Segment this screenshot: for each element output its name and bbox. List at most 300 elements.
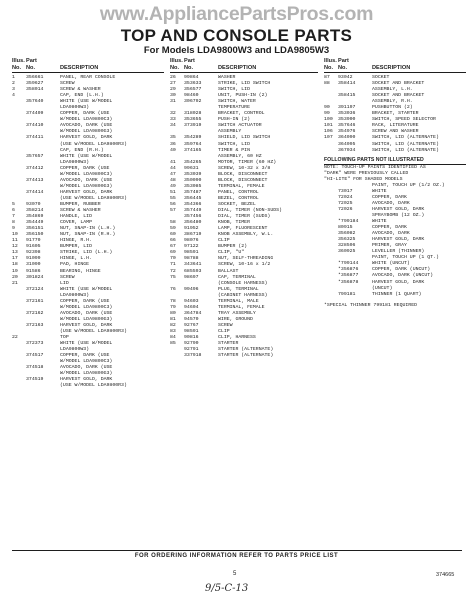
header-illus: Illus. bbox=[170, 58, 183, 64]
item-number: 76 bbox=[170, 286, 176, 292]
part-number: 72024 bbox=[338, 194, 353, 200]
part-description: BUMPER, LID bbox=[60, 244, 92, 250]
part-number: 374414 bbox=[26, 189, 44, 195]
item-number bbox=[324, 148, 338, 154]
part-number: 350090 bbox=[184, 177, 202, 183]
part-number: 374411 bbox=[26, 135, 44, 141]
part-description: KNOB, TIMER bbox=[218, 220, 250, 226]
parts-column-2 bbox=[170, 58, 318, 359]
item-number: 88 bbox=[324, 81, 330, 87]
part-description: (USE W/MODEL LDA9800R3) bbox=[60, 383, 127, 389]
part-description: HARVEST GOLD, DARK bbox=[60, 377, 113, 383]
item-number: 32 bbox=[170, 111, 176, 117]
item-number: 99 bbox=[324, 111, 330, 117]
item-number: 72 bbox=[170, 268, 176, 274]
part-number: *356878 bbox=[338, 279, 359, 285]
part-number: 356661 bbox=[26, 75, 44, 80]
part-description: HINGE, L.H. bbox=[60, 256, 92, 262]
part-description: BEARING, HINGE bbox=[60, 268, 101, 274]
part-description: TIMER & PIN bbox=[218, 147, 250, 153]
item-number: 20 bbox=[12, 274, 18, 280]
part-description: WASHER bbox=[218, 75, 236, 80]
part-description: BRACKET, CONTROL bbox=[218, 111, 265, 117]
part-number: 358014 bbox=[26, 87, 44, 93]
page-subtitle: For Models LDA9800W3 and LDA9805W3 bbox=[143, 45, 330, 56]
part-description: COPPER, DARK (USE bbox=[60, 165, 110, 171]
part-number: 357657 bbox=[26, 153, 44, 159]
part-description: WHITE bbox=[372, 188, 387, 194]
item-number: 81 bbox=[170, 316, 176, 322]
part-description: LAMP, FLUORESCENT bbox=[218, 226, 268, 232]
part-number: 91605 bbox=[26, 244, 41, 250]
item-number: 66 bbox=[170, 238, 176, 244]
part-description: HARVEST GOLD, DARK bbox=[372, 206, 425, 212]
part-number: 359627 bbox=[26, 81, 44, 87]
header-description: DESCRIPTION bbox=[60, 65, 99, 71]
part-description: SWITCH, LID bbox=[218, 87, 250, 93]
part-description: STARTER (ALTERNATE) bbox=[218, 353, 274, 359]
item-number: 30 bbox=[170, 93, 176, 99]
part-description: STRIKE, LID (L.H.) bbox=[60, 250, 113, 256]
item-number: 17 bbox=[12, 256, 18, 262]
item-number: 4 bbox=[12, 93, 15, 99]
part-description: STARTER (ALTERNATE) bbox=[218, 347, 274, 353]
part-description: (USE W/MODEL LDA9800R3) bbox=[60, 328, 127, 334]
part-description: THINNER (1 QUART) bbox=[372, 291, 422, 297]
part-description: COVER, LAMP bbox=[60, 220, 92, 226]
column-header bbox=[324, 58, 466, 73]
part-number bbox=[26, 383, 60, 389]
part-description: (USE W/MODEL LDA9800R3) bbox=[60, 195, 127, 201]
item-number: 51 bbox=[170, 189, 176, 195]
item-number: 69 bbox=[170, 250, 176, 256]
part-description: SCREW & WASHER bbox=[60, 87, 101, 93]
item-number: 106 bbox=[324, 129, 333, 135]
part-description: CAP, END (R.H.) bbox=[60, 147, 104, 153]
item-number: 85 bbox=[170, 341, 176, 347]
part-number: 374409 bbox=[26, 111, 44, 117]
part-description: HARVEST GOLD, DARK bbox=[60, 135, 113, 141]
part-number: 374412 bbox=[26, 165, 44, 171]
item-number: 5 bbox=[12, 201, 15, 207]
part-number: 354976 bbox=[338, 129, 356, 135]
parts-rows bbox=[12, 75, 164, 389]
item-number: 71 bbox=[170, 262, 176, 268]
part-description: CLIP bbox=[218, 238, 230, 244]
paint-rows bbox=[324, 183, 466, 298]
part-description: MOTOR, TIMER (60 HZ) bbox=[218, 159, 277, 165]
part-number: 94603 bbox=[184, 298, 199, 304]
part-number: 372161 bbox=[26, 298, 44, 304]
parts-rows bbox=[324, 75, 466, 154]
part-description: WHITE (USE W/MODEL bbox=[60, 341, 113, 347]
part-description: SWITCH, WATER bbox=[218, 99, 256, 105]
part-description: AVOCADO, DARK (UNCUT) bbox=[372, 273, 434, 279]
item-number: 100 bbox=[324, 117, 333, 123]
item-number: 29 bbox=[170, 87, 176, 93]
part-description: (UNCUT) bbox=[372, 285, 393, 291]
item-number: 83 bbox=[170, 328, 176, 334]
part-number: 373919 bbox=[184, 123, 202, 129]
item-number: 57 bbox=[170, 208, 176, 214]
part-description: TEMPERATURE bbox=[218, 105, 250, 111]
part-description: W/MODEL LDA9800G3) bbox=[60, 129, 113, 135]
item-number: 33 bbox=[170, 117, 176, 123]
part-description: UNIT, PUSH-IN (2) bbox=[218, 93, 268, 99]
part-number: 318028 bbox=[184, 111, 202, 117]
part-description: ASSEMBLY bbox=[218, 129, 242, 135]
part-number: 372163 bbox=[26, 322, 44, 328]
part-number: 359764 bbox=[184, 141, 202, 147]
item-number: 84 bbox=[170, 335, 176, 341]
part-description: W/MODEL LDA9800C3) bbox=[60, 171, 113, 177]
item-number: 56 bbox=[170, 201, 176, 207]
item-number: 67 bbox=[170, 244, 176, 250]
part-number: 92767 bbox=[184, 322, 199, 328]
part-number: 372162 bbox=[26, 310, 44, 316]
part-description: WHITE (UNCUT) bbox=[372, 261, 410, 267]
item-number: 9 bbox=[12, 226, 15, 232]
part-description: COPPER, DARK (USE bbox=[60, 298, 110, 304]
part-number: 357449 bbox=[184, 208, 202, 214]
part-description: BLOCK, DISCONNECT bbox=[218, 177, 268, 183]
part-description: PANEL, REAR CONSOLE bbox=[60, 75, 116, 80]
part-description: WIRE, GROUND bbox=[218, 316, 253, 322]
note-line: "HI-LITE" FOR SHADED MODELS bbox=[324, 176, 403, 182]
part-description: SWITCH, LID (ALTERNATE) bbox=[372, 147, 439, 153]
part-description: HARVEST GOLD, DARK bbox=[372, 279, 425, 285]
part-description: COPPER, DARK bbox=[372, 225, 407, 231]
part-description: SWITCH, SPEED SELECTOR bbox=[372, 117, 436, 123]
part-number: 358414 bbox=[338, 81, 356, 87]
header-no: No. bbox=[324, 65, 334, 71]
watermark: www.AppliancePartsPros.com bbox=[99, 3, 374, 25]
part-number: 306792 bbox=[184, 99, 202, 105]
part-number: 358415 bbox=[338, 93, 356, 99]
part-description: LDA9800W3) bbox=[60, 105, 90, 111]
item-number: 3 bbox=[12, 87, 15, 93]
part-number: 301824 bbox=[26, 274, 44, 280]
part-description: LDA9800W3) bbox=[60, 159, 90, 165]
part-description: HARVEST GOLD, DARK bbox=[60, 189, 113, 195]
not-illustrated-title: FOLLOWING PARTS NOT ILLUSTRATED bbox=[324, 157, 466, 165]
part-number: 91099 bbox=[26, 256, 41, 262]
part-description: SWITCH, LID (ALTERNATE) bbox=[372, 141, 439, 147]
part-description: W/MODEL LDA9800C3) bbox=[60, 304, 113, 310]
item-number: 21 bbox=[12, 280, 18, 286]
part-description: CAP, TERMINAL bbox=[218, 274, 256, 280]
item-number: 78 bbox=[170, 298, 176, 304]
part-description: PUSHBUTTON (2) bbox=[372, 105, 413, 111]
part-number: 94570 bbox=[184, 316, 199, 322]
part-number: 31090 bbox=[26, 262, 41, 268]
part-description: ASSEMBLY, 60 HZ bbox=[218, 153, 262, 159]
part-description: SOCKET bbox=[372, 75, 390, 80]
document-number: 374665 bbox=[436, 572, 455, 578]
part-number: 99864 bbox=[184, 75, 199, 80]
part-description: NUT, SNAP-IN (L.H.) bbox=[60, 226, 116, 232]
part-description: RACK, LITERATURE bbox=[372, 123, 419, 129]
footer-divider bbox=[12, 550, 462, 551]
part-number: 356150 bbox=[26, 232, 44, 238]
part-description: SCREW & WASHER bbox=[60, 208, 101, 214]
part-description: W/MODEL LDA9800G3) bbox=[60, 316, 113, 322]
header-part-no: No. bbox=[184, 65, 194, 71]
part-number: *356877 bbox=[338, 273, 359, 279]
part-description: AVOCADO, DARK bbox=[372, 200, 410, 206]
part-number: 374519 bbox=[26, 377, 44, 383]
part-number: 353655 bbox=[184, 117, 202, 123]
item-number: 80 bbox=[170, 310, 176, 316]
part-number: 356480 bbox=[184, 220, 202, 226]
header-description: DESCRIPTION bbox=[372, 65, 411, 71]
part-description: SCREW AND WASHER bbox=[372, 129, 419, 135]
part-number: 92398 bbox=[26, 250, 41, 256]
item-number: 44 bbox=[170, 165, 176, 171]
part-number: 343641 bbox=[184, 262, 202, 268]
part-number: 356325 bbox=[338, 237, 356, 243]
header-part-no: No. bbox=[26, 65, 36, 71]
part-number: 374518 bbox=[26, 365, 44, 371]
part-number: 685593 bbox=[184, 268, 202, 274]
item-number: 48 bbox=[170, 177, 176, 183]
part-description: TERMINAL, MALE bbox=[218, 298, 259, 304]
part-description: SOCKET, BEZEL bbox=[218, 201, 256, 207]
item-number: 12 bbox=[12, 244, 18, 250]
part-description: BLOCK, DISCONNECT bbox=[218, 171, 268, 177]
part-row bbox=[170, 353, 318, 359]
part-description: W/MODEL LDA9800G3) bbox=[60, 371, 113, 377]
header-part: Part bbox=[26, 58, 37, 64]
part-description: SOCKET AND BRACKET bbox=[372, 81, 425, 87]
part-number: 98697 bbox=[184, 274, 199, 280]
part-description: PLUG, TERMINAL bbox=[218, 286, 259, 292]
part-number: 353085 bbox=[184, 183, 202, 189]
part-row bbox=[12, 383, 164, 389]
part-number: 354869 bbox=[26, 214, 44, 220]
part-number: 391197 bbox=[338, 105, 356, 111]
part-description: LID bbox=[60, 280, 69, 286]
part-description: BALLAST bbox=[218, 268, 239, 274]
part-description: HARVEST GOLD, DARK bbox=[60, 322, 113, 328]
item-number bbox=[324, 292, 338, 298]
part-number: 92791 bbox=[184, 347, 199, 353]
header-illus: Illus. bbox=[12, 58, 25, 64]
part-description: CLIP, HARNESS bbox=[218, 335, 256, 341]
part-description: TRAY ASSEMBLY bbox=[218, 310, 256, 316]
part-number: 353633 bbox=[184, 81, 202, 87]
part-number: 354366 bbox=[184, 201, 202, 207]
part-row bbox=[324, 292, 466, 298]
item-number: 82 bbox=[170, 322, 176, 328]
part-number: 364784 bbox=[184, 310, 202, 316]
part-description: COPPER, DARK (USE bbox=[60, 353, 110, 359]
part-number: 374517 bbox=[26, 353, 44, 359]
part-description: WHITE (USE W/MODEL bbox=[60, 286, 113, 292]
part-description: SHIELD, LID SWITCH bbox=[218, 135, 271, 141]
part-number: 356151 bbox=[26, 226, 44, 232]
part-description: SWITCH ACTUATOR bbox=[218, 123, 262, 129]
header-part-no: No. bbox=[338, 65, 348, 71]
part-description: HARVEST GOLD, DARK bbox=[372, 237, 425, 243]
part-description: STARTER bbox=[218, 341, 239, 347]
part-number: 98591 bbox=[184, 250, 199, 256]
part-description: PANEL, CONTROL bbox=[218, 189, 259, 195]
part-description: AVOCADO, DARK bbox=[372, 231, 410, 237]
item-number: 47 bbox=[170, 171, 176, 177]
part-description: PAINT, TOUCH UP (1 QT.) bbox=[372, 255, 439, 261]
part-number: *356876 bbox=[338, 267, 359, 273]
item-number: 79 bbox=[170, 304, 176, 310]
part-number: 372124 bbox=[26, 286, 44, 292]
part-number: 354265 bbox=[184, 159, 202, 165]
part-description: ASSEMBLY, R.H. bbox=[372, 99, 413, 105]
item-number: 19 bbox=[12, 268, 18, 274]
part-description: SCREW bbox=[60, 81, 75, 87]
part-number: 356577 bbox=[184, 87, 202, 93]
part-number: 374165 bbox=[184, 147, 202, 153]
part-number: 372373 bbox=[26, 341, 44, 347]
part-number: 364090 bbox=[338, 135, 356, 141]
part-number: 328506 bbox=[338, 243, 356, 249]
item-number bbox=[170, 353, 184, 359]
part-description: SCREW, 10-16 x 1/2 bbox=[218, 262, 271, 268]
part-description: BUMPER, RUBBER bbox=[60, 201, 101, 207]
part-number: 94604 bbox=[184, 304, 199, 310]
item-number: 36 bbox=[170, 141, 176, 147]
part-number: 93070 bbox=[26, 201, 41, 207]
part-number: *799184 bbox=[338, 219, 359, 225]
part-description: LDA9800W3) bbox=[60, 292, 90, 298]
header-part: Part bbox=[184, 58, 195, 64]
page-title: TOP AND CONSOLE PARTS bbox=[120, 26, 353, 45]
part-description: CLIP, "U" bbox=[218, 250, 245, 256]
part-description: SPRAYBOMB (12 OZ.) bbox=[372, 212, 425, 218]
footer-text: FOR ORDERING INFORMATION REFER TO PARTS PRICE LIST bbox=[134, 553, 339, 559]
item-number: 31 bbox=[170, 99, 176, 105]
item-number: 2 bbox=[12, 81, 15, 87]
part-row bbox=[324, 148, 466, 154]
part-description: AVOCADO, DARK (USE bbox=[60, 310, 113, 316]
part-description: PRIMER, GRAY bbox=[372, 243, 407, 249]
part-description: PAINT, TOUCH UP (1/2 OZ.) bbox=[372, 182, 445, 188]
item-number: 26 bbox=[170, 75, 176, 80]
part-number: 374410 bbox=[26, 123, 44, 129]
item-number: 22 bbox=[12, 335, 18, 341]
part-description: SCREW bbox=[218, 322, 233, 328]
part-number: 91952 bbox=[184, 226, 199, 232]
item-number: 107 bbox=[324, 135, 333, 141]
part-number: *799144 bbox=[338, 261, 359, 267]
part-description: KNOB ASSEMBLY, W.L. bbox=[218, 232, 274, 238]
part-number: 356082 bbox=[338, 231, 356, 237]
part-description: PAD, HINGE bbox=[60, 262, 90, 268]
item-number: 27 bbox=[170, 81, 176, 87]
item-number: 58 bbox=[170, 220, 176, 226]
part-number: 386719 bbox=[184, 232, 202, 238]
part-number: 73017 bbox=[338, 188, 353, 194]
part-description: SOCKET AND BRACKET bbox=[372, 93, 425, 99]
part-number: 72025 bbox=[338, 200, 353, 206]
part-number: 364095 bbox=[338, 141, 356, 147]
part-number: 357640 bbox=[26, 99, 44, 105]
part-description: CAP, END (L.H.) bbox=[60, 93, 104, 99]
item-number: 55 bbox=[170, 195, 176, 201]
part-number: 92790 bbox=[184, 341, 199, 347]
item-number: 35 bbox=[170, 135, 176, 141]
part-number: 353036 bbox=[338, 111, 356, 117]
part-description: BEZEL, CONTROL bbox=[218, 195, 259, 201]
part-description: CLIP bbox=[218, 328, 230, 334]
part-description: TOP bbox=[60, 335, 69, 341]
header-description: DESCRIPTION bbox=[218, 65, 257, 71]
part-description: AVOCADO, DARK (USE bbox=[60, 123, 113, 129]
part-number: 357456 bbox=[184, 214, 202, 220]
part-description: SCREW bbox=[60, 274, 75, 280]
part-description: AVOCADO, DARK (USE bbox=[60, 177, 113, 183]
item-number: 40 bbox=[170, 147, 176, 153]
part-number: 354289 bbox=[184, 135, 202, 141]
part-number: 97122 bbox=[184, 244, 199, 250]
part-description: COPPER, DARK bbox=[372, 194, 407, 200]
item-number: 101 bbox=[324, 123, 333, 129]
item-number: 90 bbox=[324, 105, 330, 111]
part-number: 80915 bbox=[338, 225, 353, 231]
item-number: 60 bbox=[170, 232, 176, 238]
part-description: (CABINET HARNESS) bbox=[218, 292, 268, 298]
item-number: 70 bbox=[170, 256, 176, 262]
part-description: (CONSOLE HARNESS) bbox=[218, 280, 268, 286]
item-number bbox=[12, 383, 26, 389]
part-description: PUSH-IN (2) bbox=[218, 117, 250, 123]
part-number: 91770 bbox=[26, 238, 41, 244]
part-number: 353039 bbox=[184, 171, 202, 177]
part-number: 337918 bbox=[184, 353, 202, 359]
part-description: W/MODEL LDA9800C3) bbox=[60, 359, 113, 365]
part-description: NUT, SELF-THREADING bbox=[218, 256, 274, 262]
header-part: Part bbox=[338, 58, 349, 64]
part-number: 357487 bbox=[184, 189, 202, 195]
part-number: 98460 bbox=[184, 93, 199, 99]
part-number: 357646 bbox=[338, 123, 356, 129]
part-number: 354449 bbox=[26, 220, 44, 226]
item-number: 41 bbox=[170, 159, 176, 165]
item-number: 10 bbox=[12, 232, 18, 238]
part-description: COPPER, DARK (USE bbox=[60, 111, 110, 117]
part-number: 93042 bbox=[338, 75, 353, 80]
part-description: WHITE bbox=[372, 219, 387, 225]
part-number: 360925 bbox=[338, 249, 356, 255]
part-description: HINGE, R.H. bbox=[60, 238, 92, 244]
parts-rows bbox=[170, 75, 318, 359]
item-number: 34 bbox=[170, 123, 176, 129]
item-number: 49 bbox=[170, 183, 176, 189]
item-number: 8 bbox=[12, 220, 15, 226]
part-description: TERMINAL, FEMALE bbox=[218, 304, 265, 310]
part-description: WHITE (USE W/MODEL bbox=[60, 99, 113, 105]
part-description: W/MODEL LDA9800C3) bbox=[60, 117, 113, 123]
header-no: No. bbox=[12, 65, 22, 71]
part-description: BRACKET, STARTER bbox=[372, 111, 419, 117]
special-note: *SPECIAL THINNER 799181 REQUIRED bbox=[324, 302, 418, 308]
part-number: 98591 bbox=[184, 328, 199, 334]
parts-column-3 bbox=[324, 58, 466, 309]
item-number: 7 bbox=[12, 214, 15, 220]
item-number: 18 bbox=[12, 262, 18, 268]
part-description: TERMINAL, FEMALE bbox=[218, 183, 265, 189]
part-description: BUMPER (2) bbox=[218, 244, 248, 250]
header-illus: Illus. bbox=[324, 58, 337, 64]
